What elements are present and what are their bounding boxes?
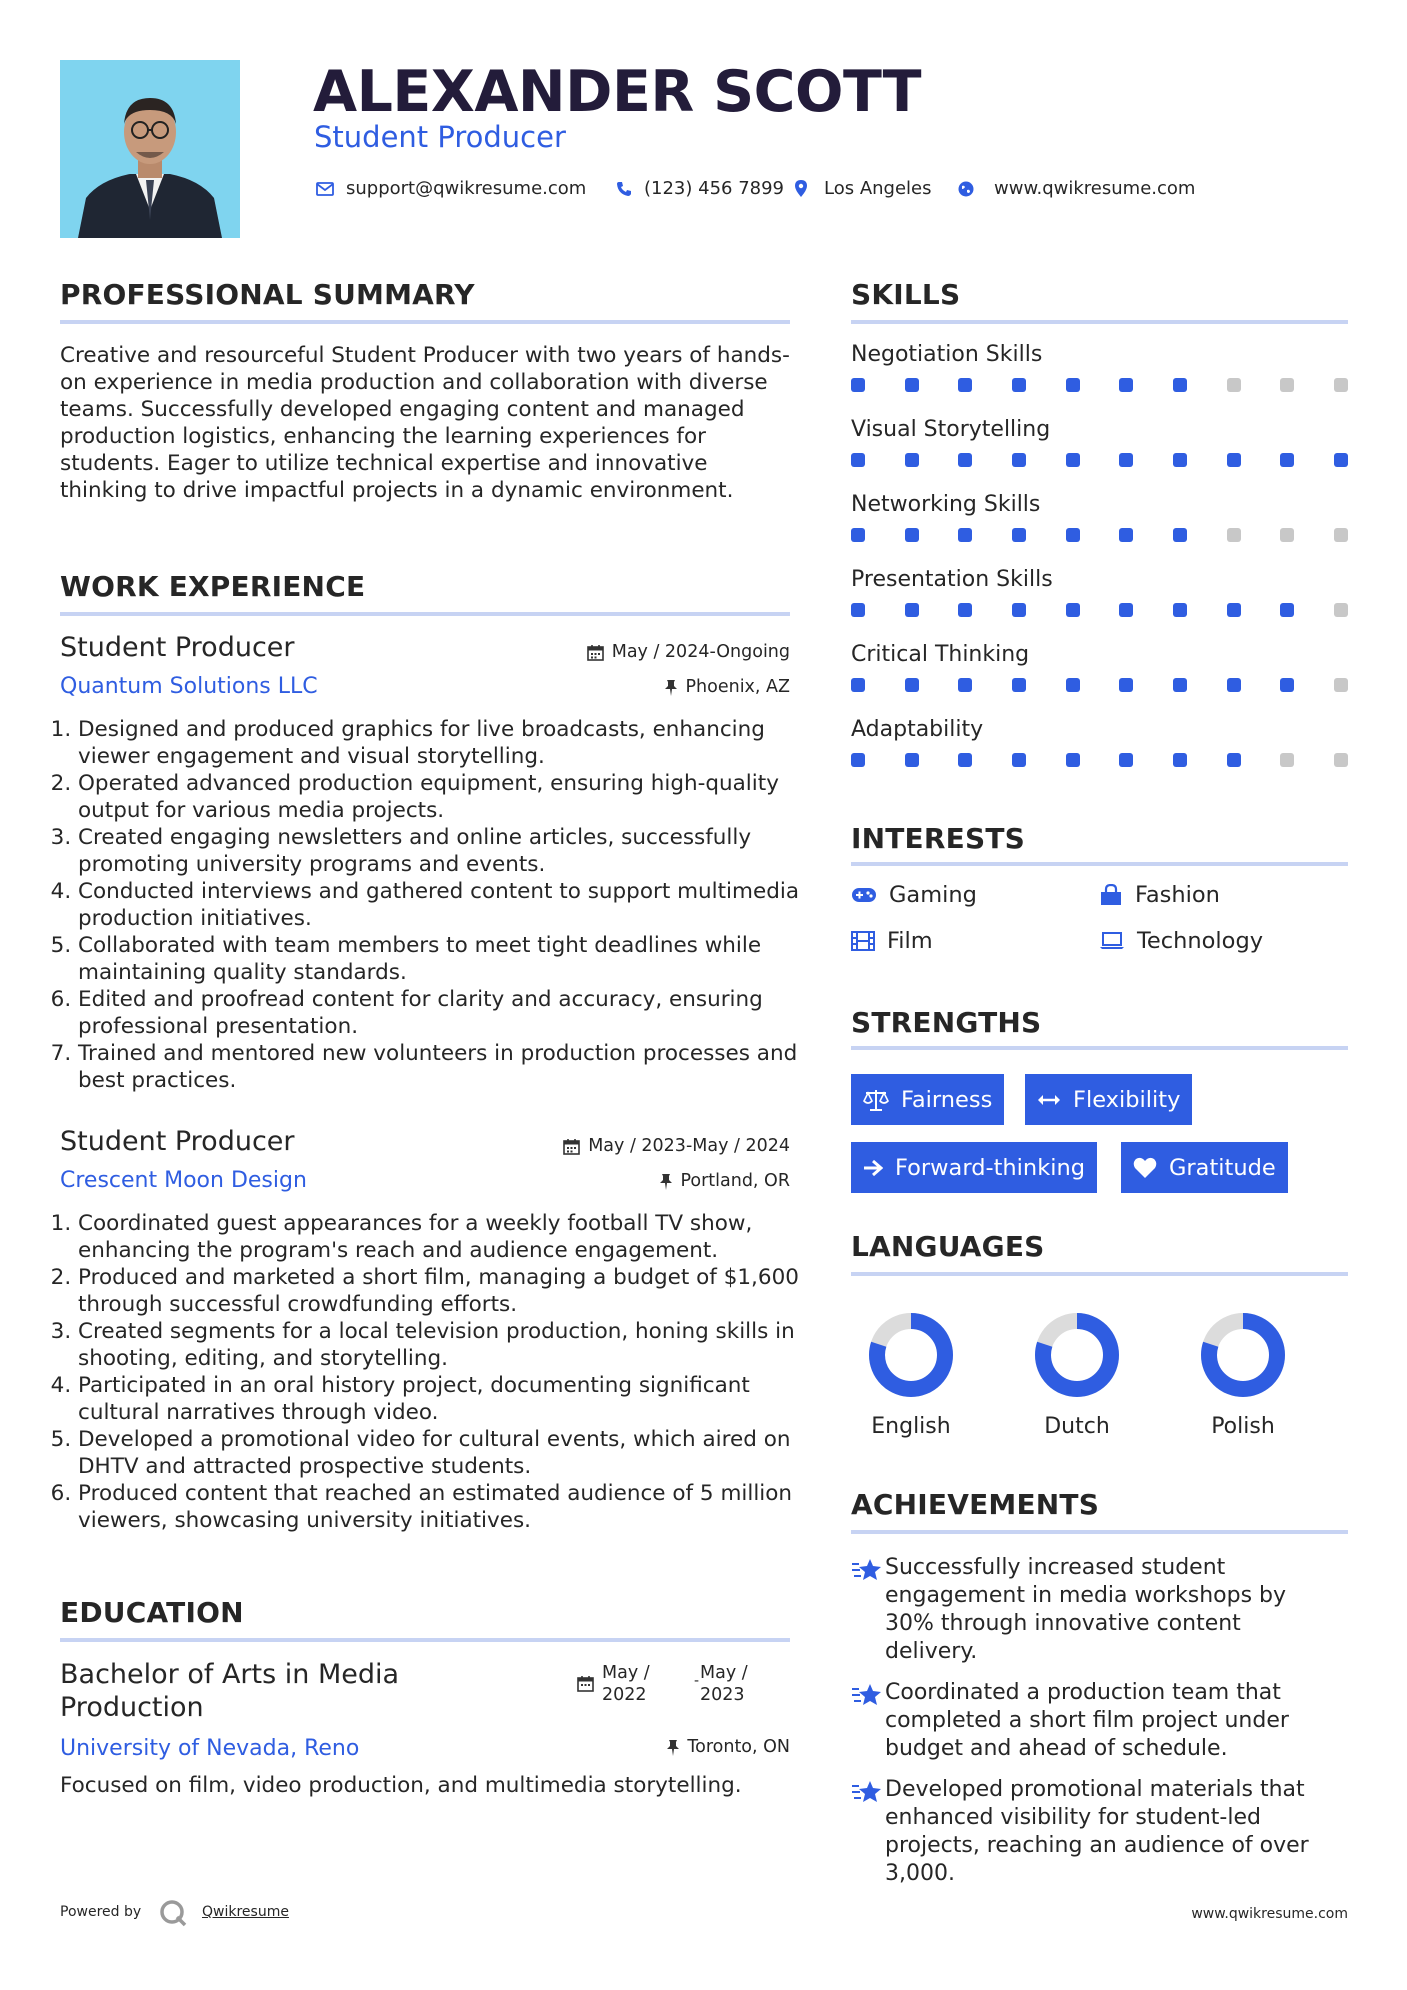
skill-item [851, 567, 1348, 642]
pushpin-icon [665, 679, 677, 696]
list-item: 4. Conducted interviews and gathered content to support multimedia production initiatives. [78, 878, 808, 932]
rating-dot-filled [958, 528, 972, 542]
skill-item [851, 717, 1348, 792]
rating-dot-filled [1012, 678, 1026, 692]
skill-item [851, 342, 1348, 417]
job-dates [480, 642, 790, 662]
strength-label: Fairness [901, 1086, 993, 1113]
job-bullets [60, 1210, 808, 1534]
language-label: English [871, 1414, 951, 1439]
rating-dot-filled [1280, 678, 1294, 692]
job-location [480, 1171, 790, 1191]
rating-dot-filled [1012, 453, 1026, 467]
list-item: 1. Coordinated guest appearances for a weekly football TV show, enhancing the program's reach and audience engagement. [78, 1210, 808, 1264]
skill-label: Critical Thinking [851, 642, 1030, 667]
rating-dot-filled [1280, 453, 1294, 467]
strength-label: Gratitude [1169, 1154, 1276, 1181]
rating-dot-filled [905, 678, 919, 692]
list-item [851, 1554, 1348, 1666]
strength-tag-forward-thinking [851, 1142, 1097, 1193]
list-item [851, 1776, 1348, 1888]
envelope-icon [316, 182, 334, 196]
experience-heading: WORK EXPERIENCE [60, 570, 366, 603]
list-item: 6. Edited and proofread content for clarity and accuracy, ensuring professional presentation. [78, 986, 808, 1040]
strength-tag-fairness [851, 1074, 1004, 1125]
interest-film [851, 928, 933, 954]
rating-dot-empty [1334, 678, 1348, 692]
job-title: Student Producer [60, 1126, 295, 1157]
calendar-icon [587, 644, 604, 661]
list-item: 7. Trained and mentored new volunteers in production processes and best practices. [78, 1040, 808, 1094]
company-name: Quantum Solutions LLC [60, 674, 318, 699]
candidate-role: Student Producer [314, 120, 566, 154]
rating-dot-filled [905, 528, 919, 542]
rating-dot-filled [1012, 603, 1026, 617]
laptop-icon [1099, 932, 1125, 950]
education-end-date: May / 2023 [700, 1663, 748, 1705]
rating-dot-filled [1066, 603, 1080, 617]
skill-item [851, 642, 1348, 717]
company-name: Crescent Moon Design [60, 1168, 307, 1193]
education-location [480, 1737, 790, 1757]
job-dates-text: May / 2023-May / 2024 [588, 1136, 790, 1156]
interests-divider [851, 862, 1348, 866]
phone-text: (123) 456 7899 [644, 178, 785, 199]
contact-website[interactable] [958, 178, 1195, 199]
email-text: support@qwikresume.com [346, 178, 587, 199]
job-location-text: Phoenix, AZ [685, 677, 790, 697]
rating-dot-filled [1012, 753, 1026, 767]
rating-dot-filled [958, 678, 972, 692]
languages-heading: LANGUAGES [851, 1230, 1045, 1263]
rating-dot-empty [1334, 528, 1348, 542]
rating-dot-filled [1012, 528, 1026, 542]
rating-dot-filled [1280, 603, 1294, 617]
strength-tag-gratitude [1121, 1142, 1288, 1193]
rating-dot-filled [851, 378, 865, 392]
skill-rating [851, 753, 1348, 767]
rating-dot-empty [1280, 528, 1294, 542]
phone-icon [616, 181, 632, 197]
rating-dot-filled [958, 453, 972, 467]
interest-fashion [1099, 882, 1220, 908]
skill-label: Presentation Skills [851, 567, 1053, 592]
rating-dot-filled [1066, 678, 1080, 692]
footer-website[interactable]: www.qwikresume.com [1191, 1906, 1348, 1922]
achievements-heading: ACHIEVEMENTS [851, 1488, 1100, 1521]
rating-dot-filled [958, 603, 972, 617]
interest-label: Fashion [1135, 882, 1220, 908]
rating-dot-filled [1173, 378, 1187, 392]
languages-divider [851, 1272, 1348, 1276]
achievements-divider [851, 1530, 1348, 1534]
education-location-text: Toronto, ON [687, 1737, 790, 1757]
arrow-right-icon [863, 1159, 883, 1177]
rating-dot-empty [1280, 753, 1294, 767]
rating-dot-filled [851, 603, 865, 617]
candidate-name: ALEXANDER SCOTT [313, 59, 922, 125]
list-item: 3. Created engaging newsletters and online articles, successfully promoting university programs and events. [78, 824, 808, 878]
summary-heading: PROFESSIONAL SUMMARY [60, 278, 475, 311]
rating-dot-filled [851, 453, 865, 467]
heart-icon [1133, 1157, 1157, 1179]
rating-dot-filled [1066, 753, 1080, 767]
rating-dot-filled [1119, 378, 1133, 392]
skill-label: Networking Skills [851, 492, 1041, 517]
rating-dot-filled [958, 378, 972, 392]
rating-dot-filled [851, 678, 865, 692]
rating-dot-filled [1173, 453, 1187, 467]
rating-dot-filled [1227, 603, 1241, 617]
education-heading: EDUCATION [60, 1596, 244, 1629]
job-bullets [60, 716, 808, 1094]
map-marker-icon [795, 180, 807, 197]
skill-item [851, 417, 1348, 492]
strength-label: Forward-thinking [895, 1154, 1086, 1181]
achievement-text: Successfully increased student engagement in media workshops by 30% through innovative content delivery. [885, 1555, 1287, 1664]
language-label: Polish [1211, 1414, 1275, 1439]
shooting-star-icon [851, 1557, 883, 1583]
languages-list [851, 1310, 1348, 1450]
brand-link[interactable]: Qwikresume [202, 1904, 289, 1920]
skill-label: Negotiation Skills [851, 342, 1043, 367]
rating-dot-filled [1119, 678, 1133, 692]
education-divider [60, 1638, 790, 1642]
rating-dot-filled [1173, 753, 1187, 767]
interest-label: Gaming [889, 882, 977, 908]
rating-dot-filled [1119, 453, 1133, 467]
contact-email[interactable] [316, 178, 586, 199]
experience-divider [60, 612, 790, 616]
rating-dot-filled [1173, 528, 1187, 542]
degree-title: Bachelor of Arts in Media Production [60, 1659, 400, 1723]
rating-dot-empty [1280, 378, 1294, 392]
education-start-date: May / 2022 [602, 1663, 650, 1705]
interest-gaming [851, 882, 977, 908]
summary-divider [60, 320, 790, 324]
list-item: 2. Produced and marketed a short film, managing a budget of $1,600 through successful crowdfunding efforts. [78, 1264, 808, 1318]
list-item: 6. Produced content that reached an estimated audience of 5 million viewers, showcasing university initiatives. [78, 1480, 808, 1534]
avatar-icon [60, 60, 240, 238]
calendar-icon [563, 1138, 580, 1155]
rating-dot-filled [851, 753, 865, 767]
website-text: www.qwikresume.com [994, 178, 1196, 199]
rating-dot-empty [1227, 378, 1241, 392]
interest-technology [1099, 928, 1263, 954]
rating-dot-filled [905, 453, 919, 467]
skill-item [851, 492, 1348, 567]
arrows-horizontal-icon [1037, 1093, 1061, 1107]
achievement-text: Coordinated a production team that completed a short film project under budget and ahead of schedule. [885, 1680, 1289, 1761]
list-item: 5. Collaborated with team members to meet tight deadlines while maintaining quality standards. [78, 932, 808, 986]
job-location-text: Portland, OR [680, 1171, 790, 1191]
list-item: 4. Participated in an oral history project, documenting significant cultural narratives through video. [78, 1372, 808, 1426]
list-item: 3. Created segments for a local television production, honing skills in shooting, editing, and storytelling. [78, 1318, 808, 1372]
location-text: Los Angeles [824, 178, 932, 199]
interest-label: Technology [1137, 928, 1264, 954]
rating-dot-filled [1334, 453, 1348, 467]
rating-dot-filled [958, 753, 972, 767]
job-dates [480, 1136, 790, 1156]
skill-rating [851, 678, 1348, 692]
rating-dot-filled [905, 603, 919, 617]
rating-dot-filled [1173, 678, 1187, 692]
rating-dot-empty [1334, 378, 1348, 392]
skill-rating [851, 603, 1348, 617]
contact-phone[interactable] [616, 178, 784, 199]
rating-dot-filled [1173, 603, 1187, 617]
interests-heading: INTERESTS [851, 822, 1025, 855]
strength-tag-flexibility [1025, 1074, 1192, 1125]
list-item: 5. Developed a promotional video for cultural events, which aired on DHTV and attracted prospective students. [78, 1426, 808, 1480]
rating-dot-filled [905, 753, 919, 767]
job-location [480, 677, 790, 697]
skills-list [851, 342, 1348, 792]
date-separator: - [694, 1673, 700, 1689]
gamepad-icon [851, 887, 877, 903]
pushpin-icon [667, 1739, 679, 1756]
education-description: Focused on film, video production, and multimedia storytelling. [60, 1773, 742, 1798]
rating-dot-filled [1119, 753, 1133, 767]
skills-divider [851, 320, 1348, 324]
rating-dot-filled [851, 528, 865, 542]
shooting-star-icon [851, 1779, 883, 1805]
contact-location [795, 178, 932, 199]
shooting-star-icon [851, 1682, 883, 1708]
skill-rating [851, 453, 1348, 467]
film-icon [851, 931, 875, 951]
skills-heading: SKILLS [851, 278, 961, 311]
rating-dot-filled [1066, 453, 1080, 467]
pushpin-icon [660, 1173, 672, 1190]
rating-dot-empty [1227, 528, 1241, 542]
language-proficiency-ring [1198, 1310, 1288, 1400]
rating-dot-filled [905, 378, 919, 392]
list-item [851, 1679, 1348, 1763]
rating-dot-filled [1227, 453, 1241, 467]
job-dates-text: May / 2024-Ongoing [611, 642, 790, 662]
rating-dot-filled [1227, 678, 1241, 692]
balance-scale-icon [863, 1089, 889, 1111]
language-proficiency-ring [866, 1310, 956, 1400]
strengths-divider [851, 1046, 1348, 1050]
rating-dot-filled [1227, 753, 1241, 767]
skill-rating [851, 378, 1348, 392]
summary-text: Creative and resourceful Student Producer with two years of hands-on experience in media production and collaboration with diverse teams. Successfully developed engaging content and managed production logistics, enhancing the learning experiences for students. Eager to utilize technical expertise and innovative thinking to drive impactful projects in a dynamic environment. [60, 343, 790, 503]
strengths-heading: STRENGTHS [851, 1006, 1042, 1039]
strength-label: Flexibility [1073, 1086, 1181, 1113]
language-label: Dutch [1044, 1414, 1110, 1439]
rating-dot-empty [1334, 603, 1348, 617]
skill-label: Visual Storytelling [851, 417, 1051, 442]
achievement-text: Developed promotional materials that enhanced visibility for student-led projects, reaching an audience of over 3,000. [885, 1777, 1309, 1886]
skill-label: Adaptability [851, 717, 984, 742]
achievements-list [851, 1554, 1348, 1888]
rating-dot-filled [1119, 528, 1133, 542]
interest-label: Film [887, 928, 933, 954]
shopping-bag-icon [1099, 884, 1123, 906]
school-name: University of Nevada, Reno [60, 1736, 360, 1761]
skill-rating [851, 528, 1348, 542]
qwikresume-logo-icon [158, 1898, 188, 1928]
list-item: 1. Designed and produced graphics for live broadcasts, enhancing viewer engagement and visual storytelling. [78, 716, 808, 770]
powered-by-label: Powered by [60, 1904, 142, 1920]
profile-photo [60, 60, 240, 238]
calendar-icon [577, 1675, 594, 1692]
rating-dot-filled [1012, 378, 1026, 392]
list-item: 2. Operated advanced production equipment, ensuring high-quality output for various media projects. [78, 770, 808, 824]
language-proficiency-ring [1032, 1310, 1122, 1400]
rating-dot-filled [1066, 528, 1080, 542]
globe-icon [958, 181, 974, 197]
rating-dot-empty [1334, 753, 1348, 767]
rating-dot-filled [1066, 378, 1080, 392]
rating-dot-filled [1119, 603, 1133, 617]
job-title: Student Producer [60, 632, 295, 663]
